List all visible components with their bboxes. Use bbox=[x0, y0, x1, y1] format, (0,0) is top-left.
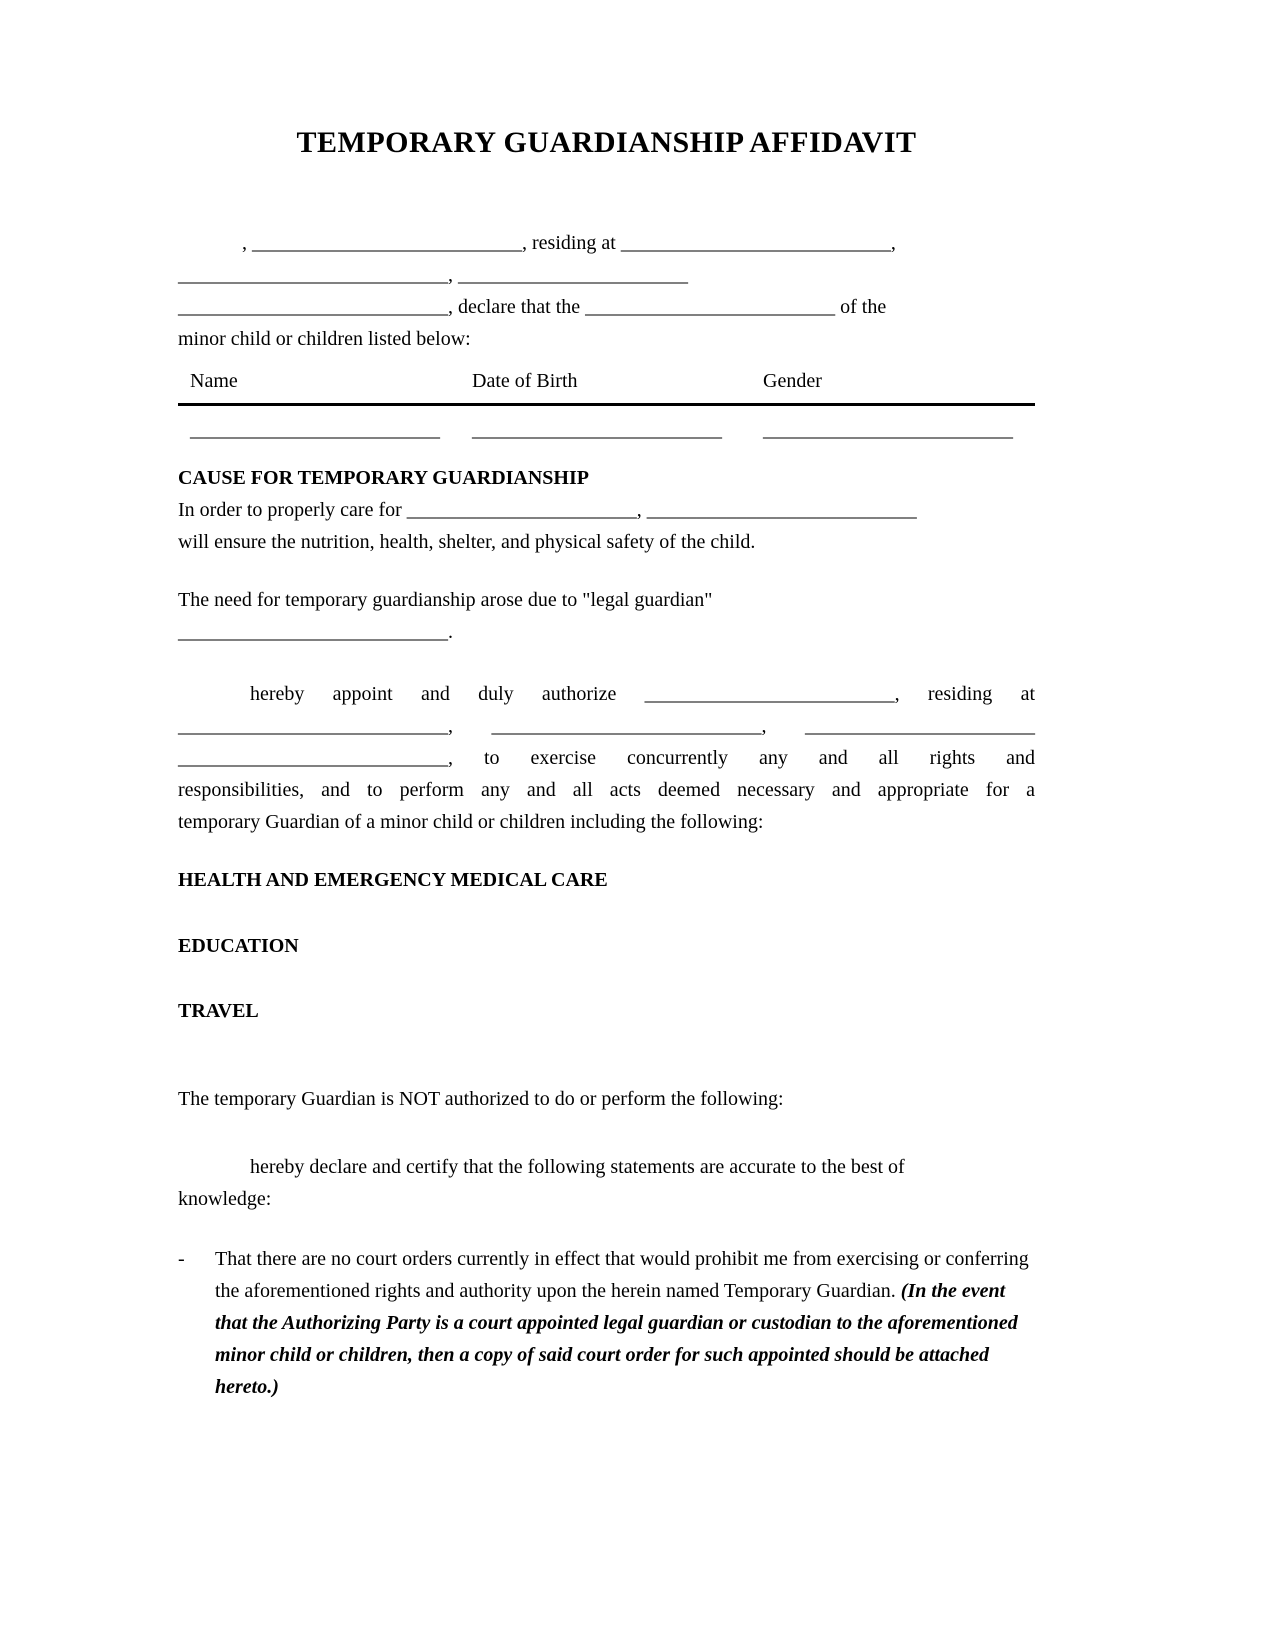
declaration-paragraph bbox=[178, 1151, 1035, 1215]
appointment-paragraph bbox=[178, 678, 1035, 838]
date-of-birth-blank: _________________________ bbox=[472, 419, 722, 441]
cause-section-heading: CAUSE FOR TEMPORARY GUARDIANSHIP bbox=[178, 467, 589, 489]
column-header-date-of-birth: Date of Birth bbox=[472, 370, 578, 392]
cause-section bbox=[178, 462, 1035, 648]
document-title: TEMPORARY GUARDIANSHIP AFFIDAVIT bbox=[296, 126, 917, 159]
appointment-line-4: responsibilities, and to perform any and all acts deemed necessary and appropriate for a bbox=[178, 779, 1035, 801]
table-header-rule bbox=[178, 403, 1035, 406]
need-line-2: ___________________________. bbox=[178, 621, 453, 643]
education-section-heading: EDUCATION bbox=[178, 935, 299, 957]
children-table bbox=[178, 365, 1035, 446]
declaration-line-1: hereby declare and certify that the following statements are accurate to the best of bbox=[250, 1156, 905, 1178]
cause-line-1: In order to properly care for _______________________, ___________________________ bbox=[178, 499, 917, 521]
appointment-line-1: hereby appoint and duly authorize _________________________, residing at bbox=[250, 683, 1035, 705]
appointment-line-3: ___________________________, to exercise concurrently any and all rights and bbox=[178, 747, 1035, 769]
name-blank: _________________________ bbox=[190, 419, 440, 441]
statement-italic-note: (In the event that the Authorizing Party is a court appointed legal guardian or custodian to the aforementioned minor child or children, then a copy of said court order for such appointed should be attached hereto.) bbox=[215, 1280, 1018, 1398]
intro-line-3: ___________________________, declare that the _________________________ of the bbox=[178, 296, 887, 318]
health-section-heading: HEALTH AND EMERGENCY MEDICAL CARE bbox=[178, 869, 608, 891]
travel-section-heading: TRAVEL bbox=[178, 1000, 259, 1022]
appointment-line-2: ___________________________, ___________________________, _______________________ bbox=[178, 715, 1035, 737]
statement-text bbox=[215, 1243, 1035, 1403]
statement-item bbox=[178, 1243, 1035, 1403]
intro-paragraph bbox=[178, 227, 1035, 355]
need-line-1: The need for temporary guardianship arose due to "legal guardian" bbox=[178, 589, 713, 611]
column-header-gender: Gender bbox=[763, 370, 822, 392]
appointment-line-5: temporary Guardian of a minor child or children including the following: bbox=[178, 811, 764, 833]
intro-line-4: minor child or children listed below: bbox=[178, 328, 471, 350]
column-header-name: Name bbox=[190, 370, 238, 392]
intro-line-1: , ___________________________, residing at ___________________________, bbox=[242, 232, 896, 254]
children-table-header-row bbox=[178, 365, 1035, 397]
declaration-line-2: knowledge: bbox=[178, 1188, 272, 1210]
intro-line-2: ___________________________, _______________________ bbox=[178, 264, 688, 286]
restriction-line: The temporary Guardian is NOT authorized to do or perform the following: bbox=[178, 1088, 784, 1110]
table-row bbox=[178, 414, 1035, 446]
document-page bbox=[178, 125, 1035, 1403]
dash-marker: - bbox=[178, 1248, 185, 1270]
statement-regular-text: That there are no court orders currently in effect that would prohibit me from exercising or conferring the aforementioned rights and authority upon the herein named Temporary Guardian. bbox=[215, 1248, 1029, 1302]
cause-line-2: will ensure the nutrition, health, shelter, and physical safety of the child. bbox=[178, 531, 756, 553]
gender-blank: _________________________ bbox=[763, 419, 1013, 441]
